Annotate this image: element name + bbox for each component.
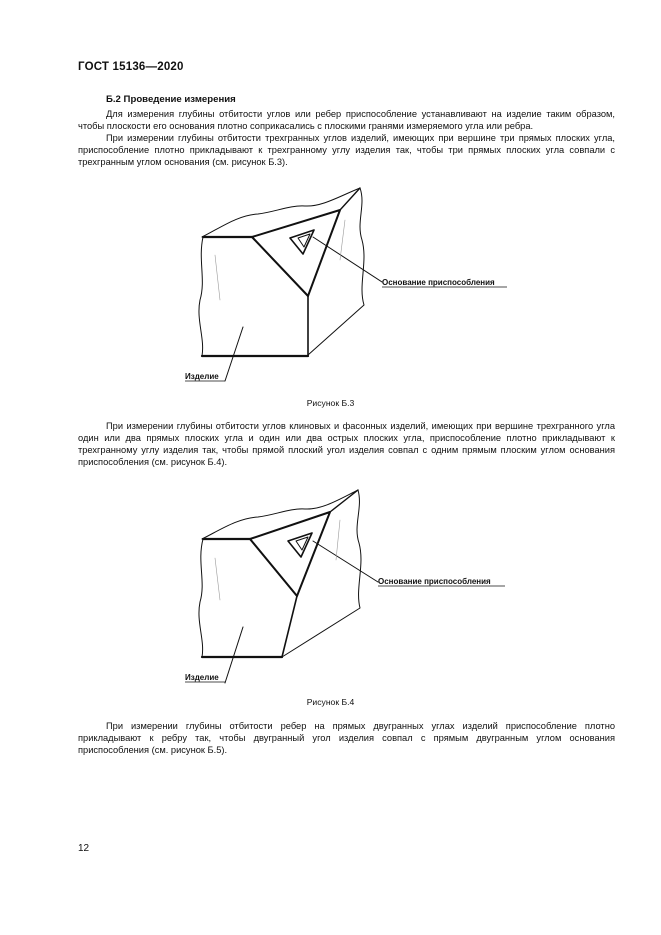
figure-b3-drawing — [150, 180, 550, 390]
caption-b4: Рисунок Б.4 — [306, 697, 355, 707]
label-base: Основание приспособления — [382, 278, 495, 287]
figure-b3 — [150, 180, 550, 390]
figure-b4 — [150, 484, 550, 694]
paragraph-2: При измерении глубины отбитости трехгранных углов изделий, имеющих при вершине три прямых плоских угла, приспособление плотно прикладывают к трехгранному углу изделия так, чтобы три прямых плоских угла совпали с трехгранным углом основания (см. рисунок Б.3). — [78, 133, 615, 167]
section-title: Б.2 Проведение измерения — [106, 94, 236, 105]
figure-b4-drawing — [150, 484, 550, 694]
document-header: ГОСТ 15136—2020 — [78, 61, 184, 73]
caption-b3: Рисунок Б.3 — [306, 398, 355, 408]
paragraph-1: Для измерения глубины отбитости углов или ребер приспособление устанавливают на изделие таким образом, чтобы плоскости его основания плотно соприкасались с плоскими гранями измеряемого угла или ребра. — [78, 109, 615, 131]
paragraph-3: При измерении глубины отбитости углов клиновых и фасонных изделий, имеющих при вершине трехгранного угла один или два прямых плоских угла и один или два острых плоских угла, приспособление плотно прикладывают к трехгранному углу изделия так, чтобы прямой плоский угол изделия совпал с одним прямым плоским углом основания приспособления (см. рисунок Б.4). — [78, 421, 615, 467]
label-item: Изделие — [185, 372, 219, 381]
label-base: Основание приспособления — [378, 577, 491, 586]
paragraph-4: При измерении глубины отбитости ребер на прямых двугранных углах изделий приспособление плотно прикладывают к ребру так, чтобы двугранный угол изделия совпал с прямым двугранным углом основания приспособления (см. рисунок Б.5). — [78, 721, 615, 755]
label-item: Изделие — [185, 673, 219, 682]
page-number: 12 — [78, 843, 90, 854]
